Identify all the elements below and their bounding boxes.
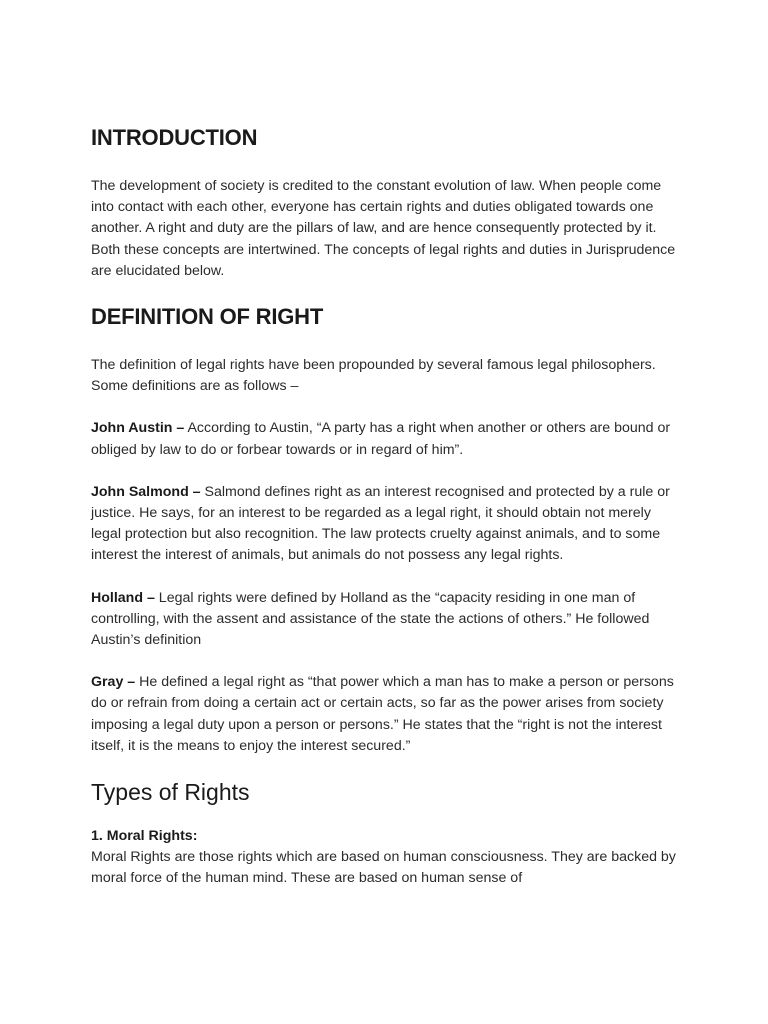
- definition-text: He defined a legal right as “that power which a man has to make a person or persons do or refrain from doing a certain act or certain acts, so far as the power arises from society imposing a legal duty upon a person or persons.” He states that the “right is not the interest itself, it is the means to enjoy the interest secured.”: [91, 674, 674, 754]
- definition-lead-paragraph: The definition of legal rights have been propounded by several famous legal philosophers. Some definitions are as follows –: [91, 357, 656, 395]
- definition-heading: DEFINITION OF RIGHT: [91, 304, 324, 330]
- definition-entry-holland: [91, 588, 681, 652]
- type-title-moral: 1. Moral Rights:: [91, 828, 198, 845]
- definition-entry-gray: [91, 672, 681, 757]
- definition-term: John Austin –: [91, 420, 185, 437]
- type-text-moral: Moral Rights are those rights which are based on human consciousness. They are backed by moral force of the human mind. These are based on human sense of: [91, 849, 676, 887]
- definition-entry-austin: [91, 418, 681, 460]
- types-heading: Types of Rights: [91, 779, 250, 806]
- definition-text: Salmond defines right as an interest recognised and protected by a rule or justice. He says, for an interest to be regarded as a legal right, it should obtain not merely legal protection but also recognition. The law protects cruelty against animals, and to some interest the interest of animals, but animals do not possess any legal rights.: [91, 483, 670, 564]
- definition-term: Gray –: [91, 674, 136, 691]
- definition-term: John Salmond –: [91, 483, 201, 500]
- introduction-heading: INTRODUCTION: [91, 125, 258, 150]
- definition-text: Legal rights were defined by Holland as the “capacity residing in one man of controlling, with the assent and assistance of the state the actions of others.” He followed Austin’s definition: [91, 589, 650, 649]
- definition-entry-salmond: [91, 482, 681, 567]
- document-body: [91, 124, 681, 890]
- definition-text: According to Austin, “A party has a right when another or others are bound or obliged by law to do or forbear towards or in regard of him”.: [91, 420, 671, 458]
- definition-term: Holland –: [91, 589, 155, 606]
- introduction-paragraph: The development of society is credited to the constant evolution of law. When people come into contact with each other, everyone has certain rights and duties obligated towards one another. A right and duty are the pillars of law, and are hence consequently protected by it. Both these concepts are intertwined. The concepts of legal rights and duties in Jurisprudence are elucidated below.: [91, 178, 676, 279]
